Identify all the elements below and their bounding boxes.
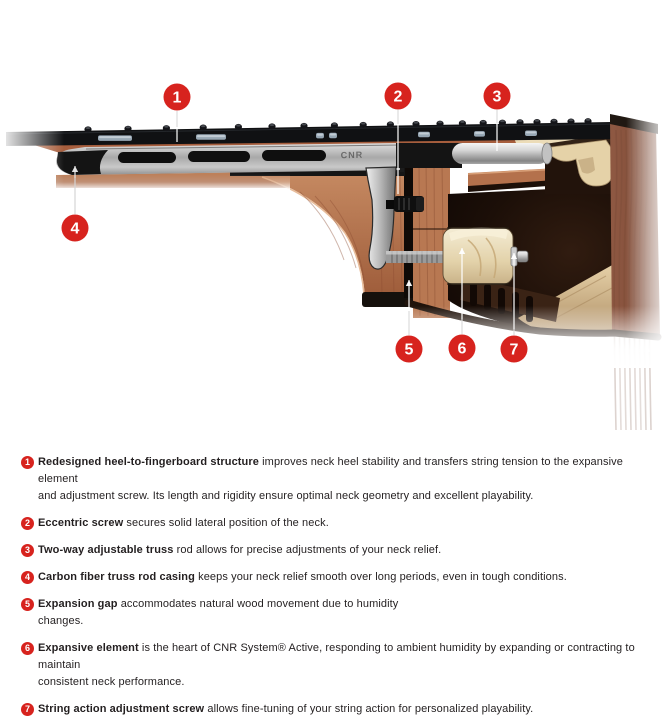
fade-underside (50, 174, 290, 190)
guitar-neck-cross-section (0, 106, 672, 430)
legend-item-number-badge: 4 (21, 571, 34, 584)
legend-item-term: Expansion gap (38, 598, 118, 610)
legend-item-term: Redesigned heel-to-fingerboard structure (38, 456, 259, 468)
fade-left (0, 110, 64, 220)
threaded-rod (386, 251, 446, 263)
legend-item (21, 454, 655, 505)
legend-item (21, 640, 655, 691)
legend-item (21, 569, 655, 586)
expansive-element (443, 227, 513, 284)
legend-item-text: Carbon fiber truss rod casing keeps your neck relief smooth over long periods, even in tough conditions. (38, 571, 567, 583)
legend-item-text: Expansive element is the heart of CNR System® Active, responding to ambient humidity by expanding or contracting to maintain consistent neck performance. (38, 642, 635, 688)
legend-item (21, 701, 655, 718)
metal-engraving-label: CNR (340, 149, 364, 161)
truss-rod-casing-bar (396, 143, 462, 168)
legend-item-text: Two-way adjustable truss rod allows for precise adjustments of your neck relief. (38, 544, 442, 556)
legend-item-term: String action adjustment screw (38, 703, 205, 715)
legend-item (21, 515, 655, 532)
fade-right (626, 106, 672, 352)
legend-item-number-badge: 1 (21, 456, 34, 469)
callout-number: 1 (172, 89, 182, 107)
legend-item-term: Two-way adjustable truss (38, 544, 174, 556)
expansion-gap (404, 165, 414, 298)
legend-item-number-badge: 7 (21, 703, 34, 716)
callout-number: 2 (393, 88, 403, 106)
legend-item-text: Eccentric screw secures solid lateral position of the neck. (38, 517, 329, 529)
legend-item-text: Expansion gap accommodates natural wood movement due to humidity changes. (38, 598, 399, 627)
callout-number: 5 (404, 341, 414, 359)
legend-item-number-badge: 5 (21, 598, 34, 611)
legend-item-text: Redesigned heel-to-fingerboard structure improves neck heel stability and transfers string tension to the expansive element and adjustment screw. Its length and rigidity ensure optimal neck geometry and excellent playability. (38, 456, 623, 502)
legend-item-number-badge: 6 (21, 642, 34, 655)
legend-item-number-badge: 3 (21, 544, 34, 557)
callout-number: 7 (509, 341, 519, 359)
truss-rod (452, 143, 552, 164)
callout-number: 4 (70, 220, 80, 238)
legend-item-number-badge: 2 (21, 517, 34, 530)
legend-item-text: String action adjustment screw allows fine-tuning of your string action for personalized playability. (38, 703, 534, 715)
legend-item (21, 596, 655, 630)
legend-item (21, 542, 655, 559)
callout-number: 6 (457, 340, 467, 358)
legend-item-term: Eccentric screw (38, 517, 124, 529)
callout-number: 3 (492, 88, 502, 106)
legend-item-term: Carbon fiber truss rod casing (38, 571, 195, 583)
legend-item-term: Expansive element (38, 642, 139, 654)
legend (21, 454, 655, 728)
